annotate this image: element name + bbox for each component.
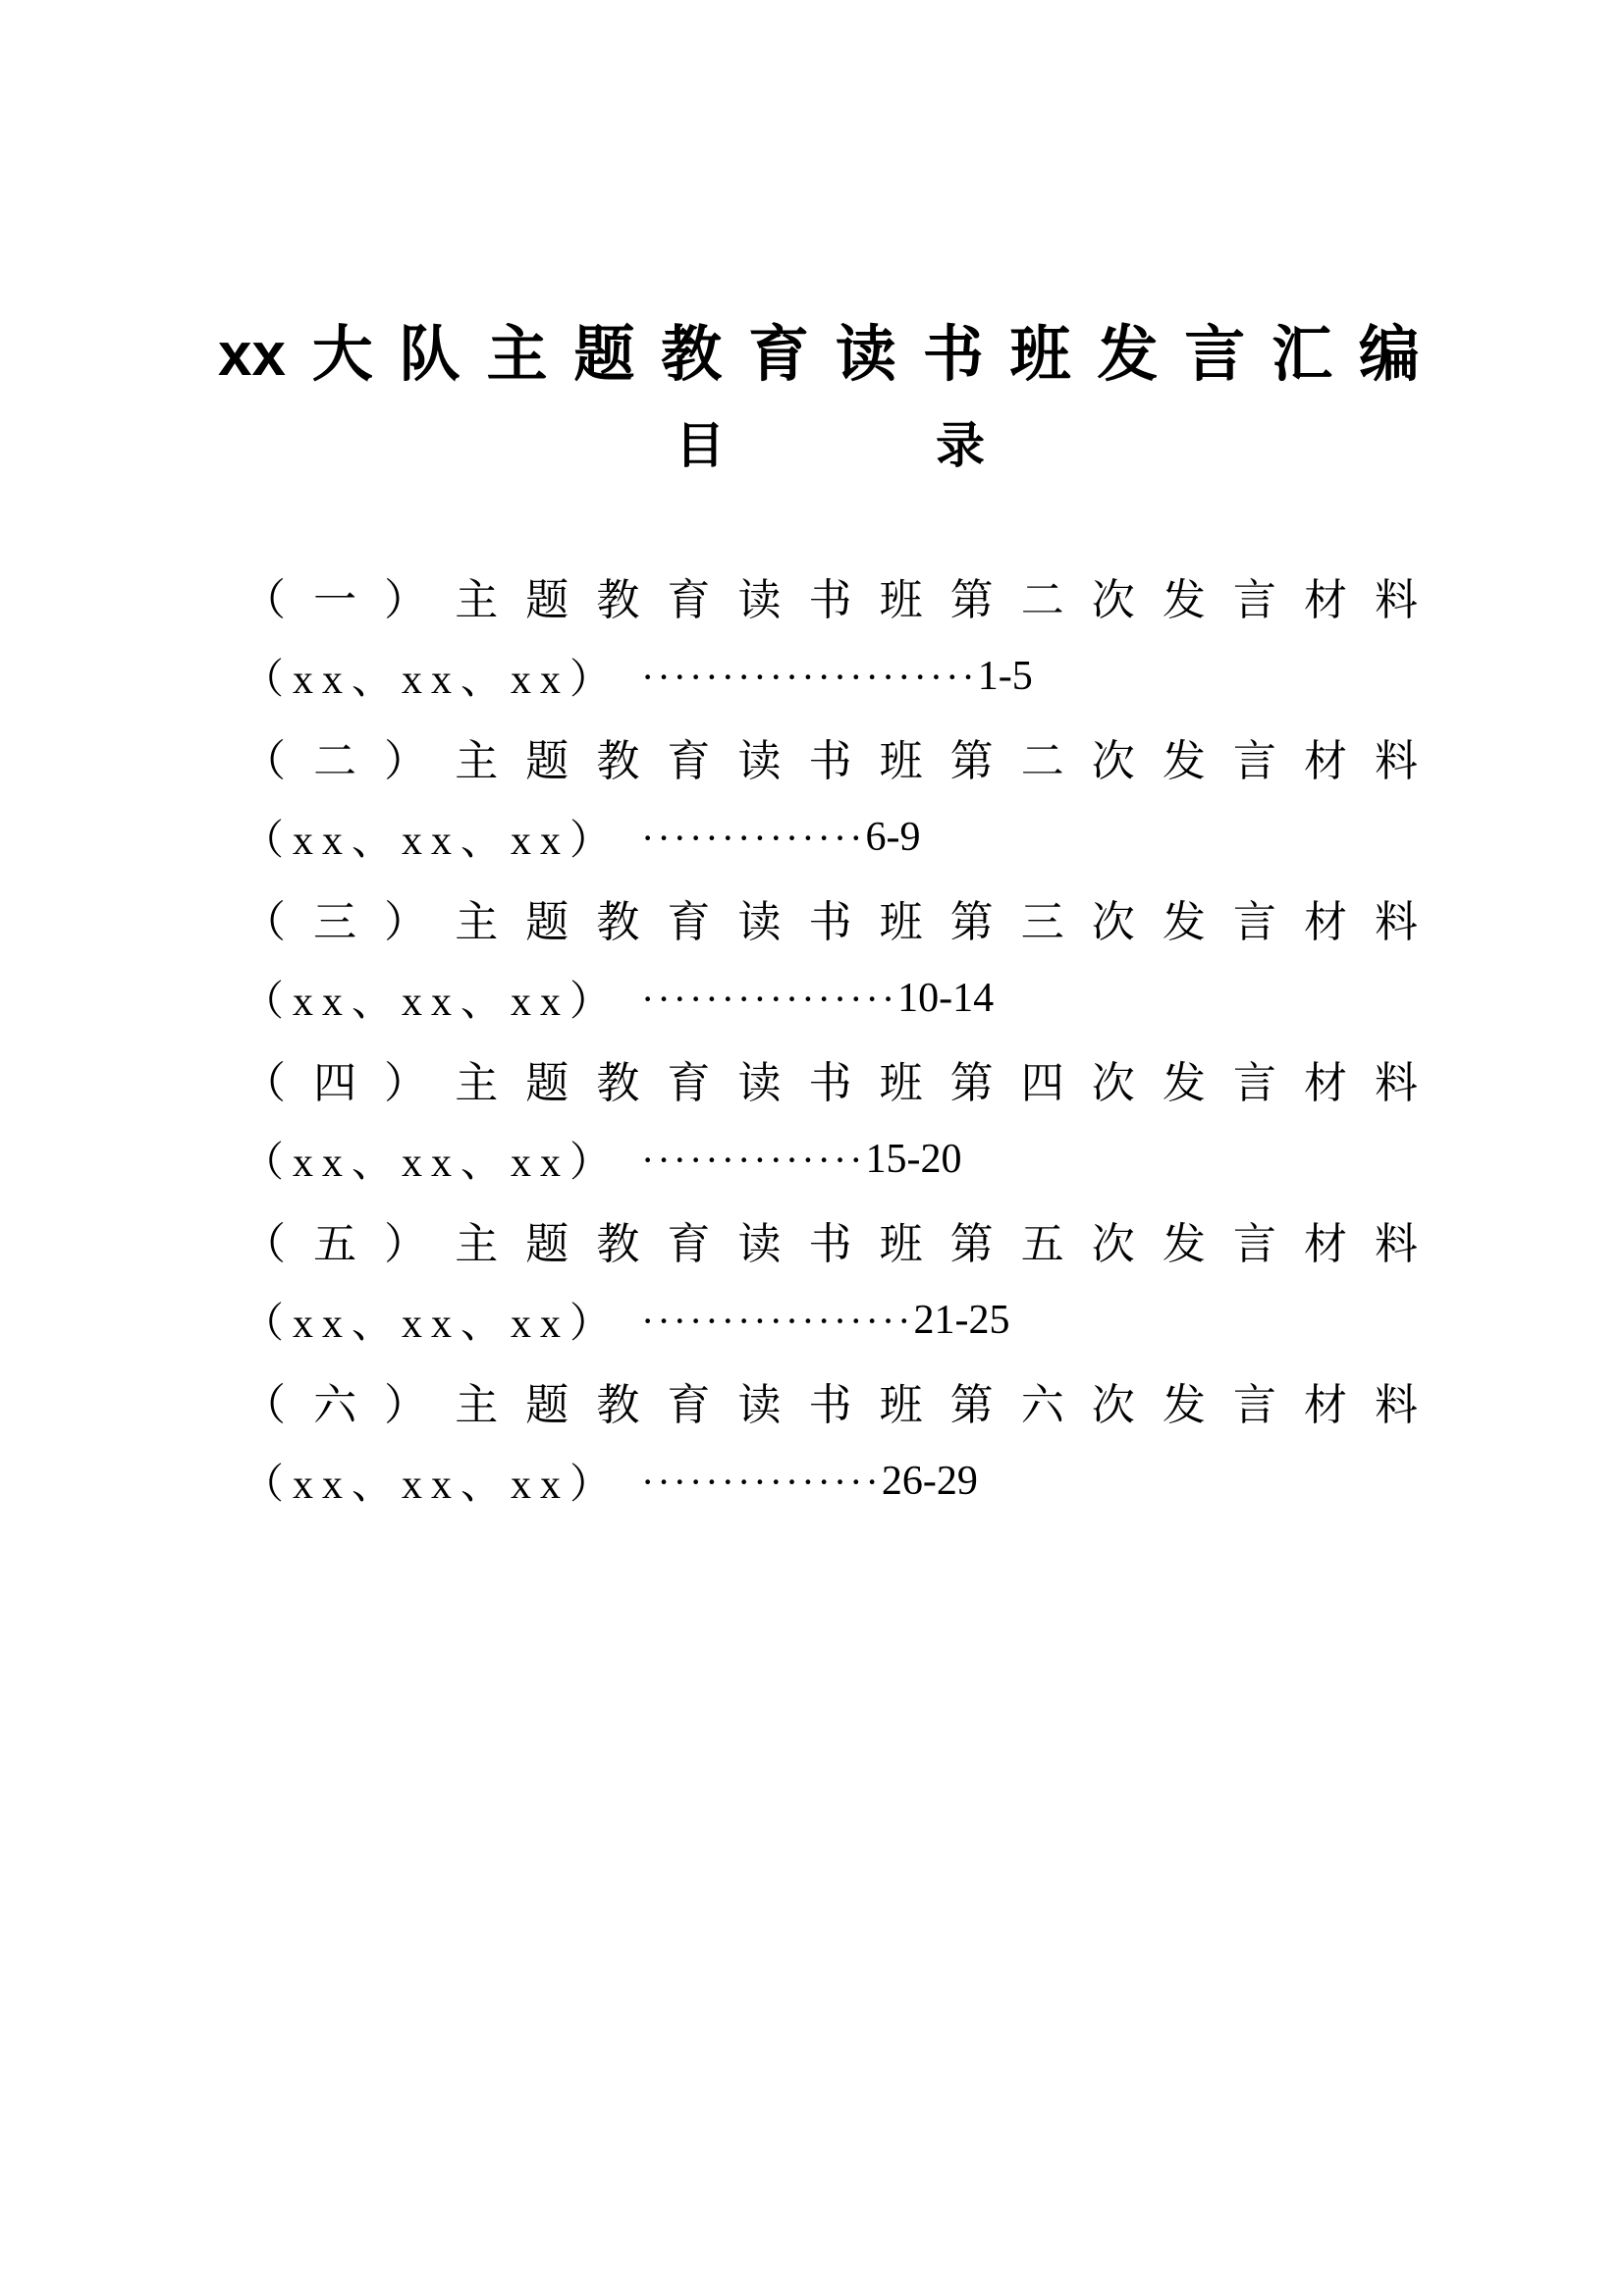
toc-leader-dots: ·············· — [641, 815, 866, 860]
toc-entry-title-char: 班 — [879, 737, 923, 785]
toc-entry-title-char: 育 — [667, 737, 711, 785]
toc-entry-title — [243, 1361, 1418, 1441]
toc-entry-title-char: 书 — [808, 1059, 852, 1107]
toc-entry-title-char: 育 — [667, 1381, 711, 1429]
toc-entry-title-char: 言 — [1232, 1381, 1276, 1429]
toc-entry-title-char: 主 — [455, 1059, 499, 1107]
document-title-char: 汇 — [1272, 321, 1333, 389]
toc-heading-char-left: 目 — [676, 418, 725, 473]
toc-entry-title-char: 四 — [313, 1059, 357, 1107]
toc-leader-dots: ················· — [641, 1298, 914, 1343]
toc-entry-title-char: 主 — [455, 737, 499, 785]
toc-entry-title-char: 二 — [313, 737, 357, 785]
toc-entry-title — [243, 556, 1418, 636]
toc-entry — [243, 717, 1418, 878]
toc-entry-title-char: 材 — [1303, 737, 1347, 785]
toc-entry-title-char: 次 — [1091, 898, 1135, 946]
toc-heading — [243, 410, 1418, 481]
toc-entry-title-char: 题 — [525, 576, 569, 624]
toc-entry-title-char: 材 — [1303, 1220, 1347, 1268]
toc-entry-title-char: 发 — [1162, 1059, 1206, 1107]
toc-entry-title-char: 第 — [949, 1381, 994, 1429]
toc-entry-title-char: 第 — [949, 737, 994, 785]
toc-entry-title-char: ） — [384, 576, 428, 624]
toc-entry-title-char: 材 — [1303, 576, 1347, 624]
toc-entry-title-char: 主 — [455, 576, 499, 624]
toc-entry-title-char: 题 — [525, 1381, 569, 1429]
toc-entry — [243, 556, 1418, 717]
toc-entry-title-char: 教 — [596, 1059, 640, 1107]
toc-entry-detail — [243, 1119, 1418, 1200]
toc-entry-page-range: 15-20 — [865, 1137, 962, 1182]
toc-entry-title-char: 材 — [1303, 1381, 1347, 1429]
toc-entry-title-char: 教 — [596, 737, 640, 785]
toc-entry-title — [243, 878, 1418, 958]
toc-entry-title-char: 班 — [879, 1220, 923, 1268]
toc-entry-title — [243, 1200, 1418, 1280]
toc-entry-title-char: 次 — [1091, 576, 1135, 624]
toc-entry-title-char: 三 — [313, 898, 357, 946]
toc-leader-dots: ·············· — [641, 1137, 866, 1182]
toc-entry-title-char: 次 — [1091, 1381, 1135, 1429]
toc-entry-title-char: 发 — [1162, 737, 1206, 785]
toc-entry-title-char: 书 — [808, 1220, 852, 1268]
toc-entry-title-char: （ — [243, 737, 286, 785]
toc-entry-title-char: （ — [243, 576, 286, 624]
toc-entry-title-char: 料 — [1375, 576, 1418, 624]
toc-entry-title-char: 料 — [1375, 1381, 1418, 1429]
toc-heading-char-right: 录 — [936, 418, 985, 473]
toc-entry-title-char: 料 — [1375, 898, 1418, 946]
document-title-char: 读 — [835, 321, 896, 389]
toc-entry-title-char: 言 — [1232, 1059, 1276, 1107]
toc-entry-title-char: （ — [243, 1381, 286, 1429]
toc-entry-title-char: 次 — [1091, 1059, 1135, 1107]
document-title-char: 发 — [1097, 321, 1159, 389]
toc-entry-title-char: 主 — [455, 1381, 499, 1429]
toc-entry-title-char: 教 — [596, 1381, 640, 1429]
toc-entry-title-char: 言 — [1232, 1220, 1276, 1268]
toc-entry-title-char: 六 — [1020, 1381, 1064, 1429]
document-title-char: 队 — [399, 321, 460, 389]
document-title-char: 育 — [748, 321, 810, 389]
toc-entry-title-char: 班 — [879, 1381, 923, 1429]
toc-entry-title-char: 书 — [808, 898, 852, 946]
document-title-char: 编 — [1358, 321, 1420, 389]
toc-entry-page-range: 21-25 — [913, 1298, 1010, 1343]
toc-entry-title-char: 六 — [313, 1381, 357, 1429]
toc-entry-title-char: 第 — [949, 1220, 994, 1268]
toc-entry-title-char: 育 — [667, 576, 711, 624]
toc-entry-title-char: 第 — [949, 898, 994, 946]
toc-entry-title-char: 二 — [1020, 576, 1064, 624]
document-title-char: xx — [218, 321, 286, 389]
toc-entry-detail — [243, 1280, 1418, 1361]
toc-entry-authors: （xx、xx、xx） — [243, 1463, 621, 1508]
toc-entry-title-char: 班 — [879, 898, 923, 946]
toc-entry — [243, 878, 1418, 1039]
toc-entry-title-char: 题 — [525, 1059, 569, 1107]
toc-entry-title-char: 书 — [808, 737, 852, 785]
toc-entry-title-char: 二 — [1020, 737, 1064, 785]
toc-entry-title-char: 班 — [879, 576, 923, 624]
document-title-char: 主 — [486, 321, 548, 389]
toc-entry-title-char: （ — [243, 1220, 286, 1268]
document-title — [218, 312, 1420, 399]
toc-entry — [243, 1200, 1418, 1361]
toc-entry-authors: （xx、xx、xx） — [243, 1302, 621, 1347]
toc-entry-title-char: 第 — [949, 576, 994, 624]
toc-entry-detail — [243, 958, 1418, 1039]
toc-entry-title-char: ） — [384, 737, 428, 785]
toc-entry-title — [243, 717, 1418, 797]
toc-entry — [243, 1039, 1418, 1200]
toc-entry-detail — [243, 636, 1418, 717]
toc-entry-title-char: 次 — [1091, 737, 1135, 785]
toc-entry-title-char: 五 — [1020, 1220, 1064, 1268]
document-title-char: 书 — [922, 321, 984, 389]
toc-entry-title-char: 主 — [455, 898, 499, 946]
toc-entry-title-char: 料 — [1375, 1059, 1418, 1107]
toc-entry-title-char: 材 — [1303, 1059, 1347, 1107]
toc-list — [243, 556, 1418, 1522]
toc-entry-title-char: 读 — [737, 1220, 782, 1268]
document-title-char: 教 — [661, 321, 723, 389]
toc-entry-title-char: 教 — [596, 1220, 640, 1268]
toc-entry-title-char: 发 — [1162, 1381, 1206, 1429]
toc-entry-page-range: 10-14 — [897, 976, 995, 1021]
toc-entry-title-char: 读 — [737, 898, 782, 946]
toc-leader-dots: ················ — [641, 976, 898, 1021]
toc-entry-title-char: 读 — [737, 576, 782, 624]
toc-entry-title-char: 育 — [667, 1059, 711, 1107]
document-title-char: 题 — [573, 321, 635, 389]
toc-entry-title-char: 班 — [879, 1059, 923, 1107]
toc-entry-title-char: 料 — [1375, 737, 1418, 785]
toc-entry-title-char: 主 — [455, 1220, 499, 1268]
toc-entry-title-char: 材 — [1303, 898, 1347, 946]
toc-entry-authors: （xx、xx、xx） — [243, 658, 621, 703]
toc-entry-title-char: 题 — [525, 898, 569, 946]
toc-entry-title-char: 四 — [1020, 1059, 1064, 1107]
toc-entry-title-char: 第 — [949, 1059, 994, 1107]
toc-entry-title-char: 五 — [313, 1220, 357, 1268]
toc-entry-title-char: ） — [384, 898, 428, 946]
toc-entry-title-char: 教 — [596, 576, 640, 624]
toc-leader-dots: ··············· — [641, 1459, 882, 1504]
toc-entry-authors: （xx、xx、xx） — [243, 819, 621, 864]
toc-entry-page-range: 6-9 — [865, 815, 921, 860]
toc-entry-title-char: 读 — [737, 1059, 782, 1107]
toc-entry-title-char: （ — [243, 1059, 286, 1107]
toc-entry-title-char: 料 — [1375, 1220, 1418, 1268]
toc-entry-title-char: 育 — [667, 898, 711, 946]
toc-entry-title-char: 读 — [737, 737, 782, 785]
toc-entry-page-range: 26-29 — [881, 1459, 978, 1504]
toc-entry-detail — [243, 1441, 1418, 1522]
toc-entry-title-char: 言 — [1232, 737, 1276, 785]
toc-entry-title-char: 书 — [808, 576, 852, 624]
toc-entry-title-char: 言 — [1232, 576, 1276, 624]
toc-entry-title-char: 题 — [525, 1220, 569, 1268]
toc-leader-dots: ····················· — [641, 654, 978, 699]
toc-entry-title-char: 三 — [1020, 898, 1064, 946]
toc-entry-title-char: 发 — [1162, 1220, 1206, 1268]
document-title-char: 言 — [1184, 321, 1246, 389]
document-title-char: 班 — [1009, 321, 1071, 389]
toc-entry-detail — [243, 797, 1418, 878]
toc-entry — [243, 1361, 1418, 1522]
toc-entry-title-char: （ — [243, 898, 286, 946]
toc-entry-title-char: 一 — [313, 576, 357, 624]
toc-entry-title-char: 发 — [1162, 898, 1206, 946]
toc-entry-title-char: 书 — [808, 1381, 852, 1429]
toc-entry-title-char: ） — [384, 1220, 428, 1268]
toc-entry-title-char: ） — [384, 1059, 428, 1107]
toc-entry-page-range: 1-5 — [977, 654, 1033, 699]
toc-entry-title-char: 发 — [1162, 576, 1206, 624]
toc-entry-title-char: 题 — [525, 737, 569, 785]
toc-entry-title-char: ） — [384, 1381, 428, 1429]
toc-entry-authors: （xx、xx、xx） — [243, 1141, 621, 1186]
toc-entry-title-char: 次 — [1091, 1220, 1135, 1268]
toc-entry-title-char: 言 — [1232, 898, 1276, 946]
toc-entry-authors: （xx、xx、xx） — [243, 980, 621, 1025]
toc-entry-title — [243, 1039, 1418, 1119]
toc-entry-title-char: 读 — [737, 1381, 782, 1429]
document-title-char: 大 — [311, 321, 373, 389]
toc-entry-title-char: 育 — [667, 1220, 711, 1268]
toc-entry-title-char: 教 — [596, 898, 640, 946]
